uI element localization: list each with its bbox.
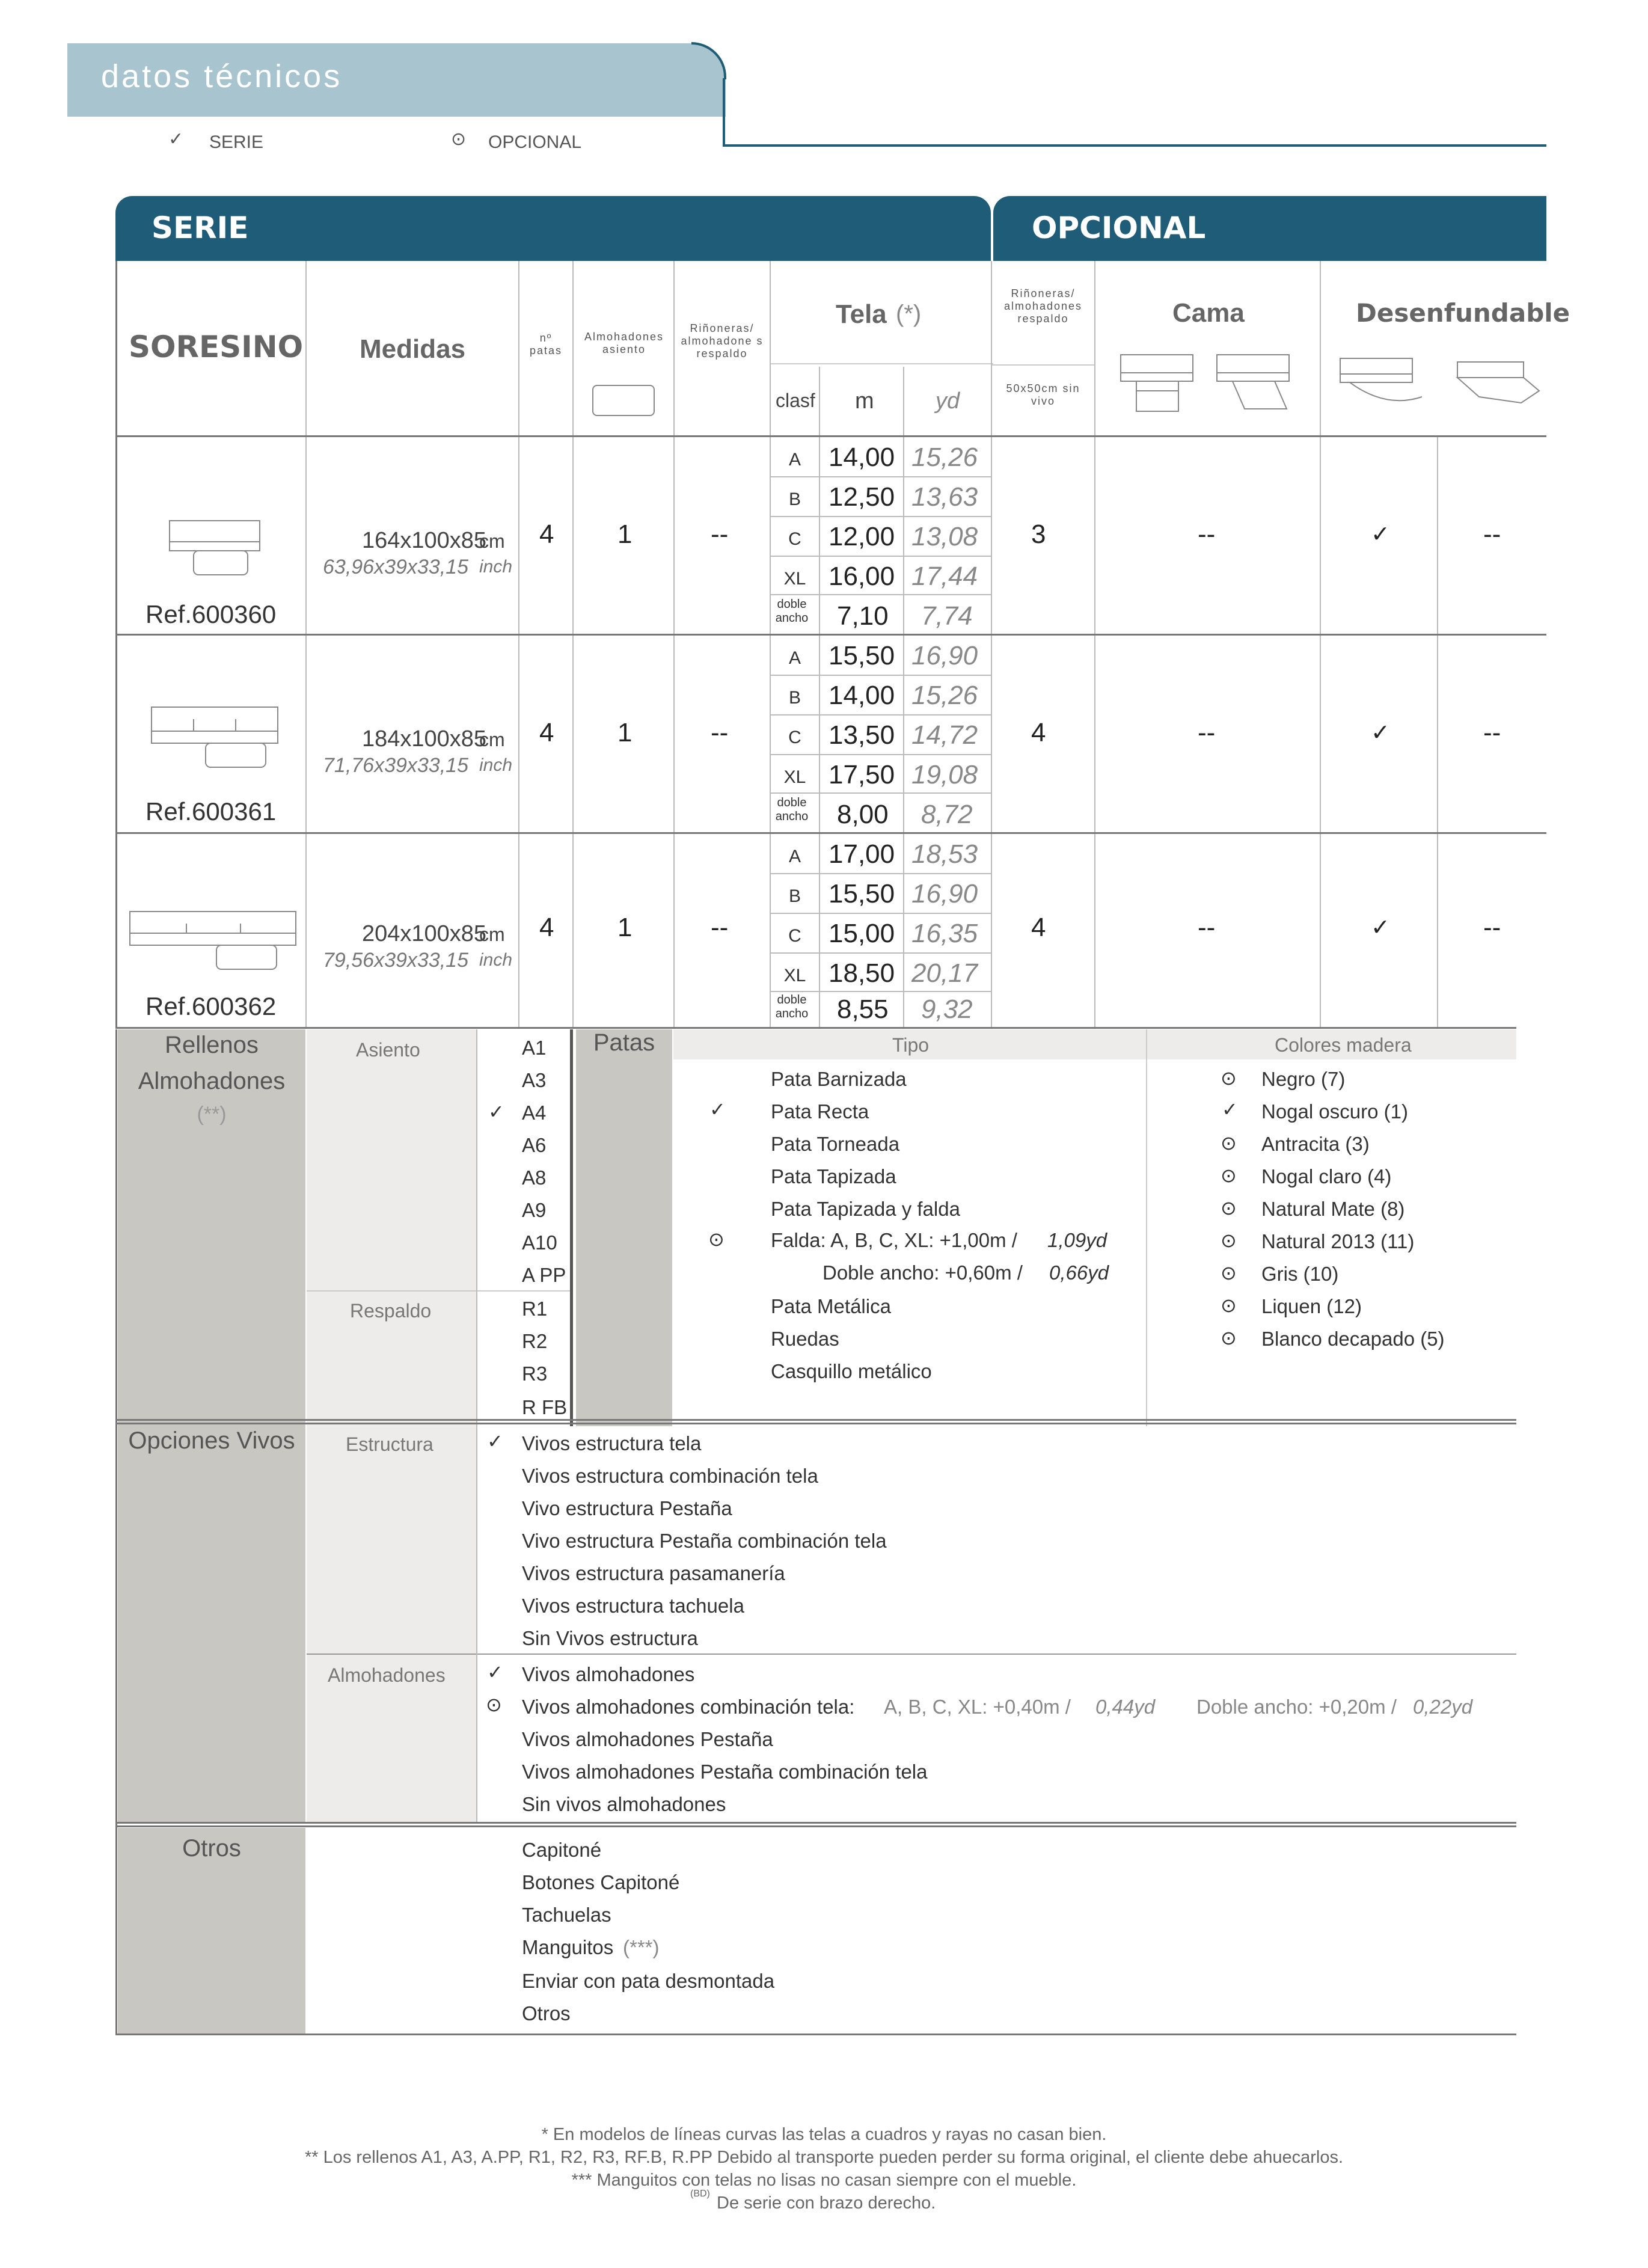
rellenos-label-2: Almohadones — [138, 1068, 286, 1094]
cover-remove-alt-icon — [1455, 355, 1545, 409]
section-rule-2 — [115, 1825, 1516, 1827]
cama-value: -- — [1198, 519, 1216, 549]
header-arc — [691, 42, 726, 79]
asiento-code: A9 — [522, 1199, 547, 1221]
cama-value: -- — [1198, 718, 1216, 747]
sofa-bed-open-icon — [1215, 349, 1299, 415]
tela-m: 12,50 — [829, 482, 895, 512]
check-icon: ✓ — [168, 129, 184, 149]
color-madera: Negro (7) — [1261, 1068, 1346, 1090]
rellenos-right-border — [570, 1029, 573, 1426]
respaldo-code: R1 — [522, 1298, 548, 1320]
vivo-estructura: Vivo estructura Pestaña — [522, 1497, 732, 1519]
color-madera: Nogal oscuro (1) — [1261, 1100, 1408, 1123]
tela-class: A — [788, 648, 801, 668]
pata-tipo: Pata Tapizada y falda — [771, 1198, 960, 1220]
tela-class: B — [788, 886, 801, 906]
tela-yd: 14,72 — [911, 720, 978, 750]
tela-class: A — [788, 847, 801, 866]
vivo-almohadones-extra: A, B, C, XL: +0,40m / — [884, 1696, 1071, 1718]
vivo-almohadones: Vivos almohadones — [522, 1663, 695, 1685]
respaldo-code: R FB — [522, 1396, 568, 1418]
check-icon: ✓ — [709, 1099, 726, 1120]
respaldo-code: R3 — [522, 1362, 548, 1385]
almohadones-label: Almohadones — [328, 1664, 446, 1686]
option-dot-icon: ⊙ — [1221, 1295, 1237, 1316]
tela-m: 7,10 — [837, 601, 889, 631]
option-dot-icon: ⊙ — [708, 1228, 724, 1250]
section-rule — [115, 1419, 1516, 1421]
cm-unit: cm — [479, 729, 505, 750]
tela-class: doble ancho — [775, 796, 809, 823]
rinoneras-value: -- — [711, 718, 729, 747]
tela-row-rule — [771, 594, 991, 595]
desenf-other: -- — [1483, 519, 1501, 549]
option-dot-icon: ⊙ — [1221, 1230, 1237, 1251]
color-madera: Antracita (3) — [1261, 1133, 1370, 1155]
vivo-almohadones: Sin vivos almohadones — [522, 1793, 726, 1815]
tela-m: 8,55 — [837, 995, 889, 1024]
option-dot-icon: ⊙ — [1221, 1327, 1237, 1349]
color-madera: Natural Mate (8) — [1261, 1198, 1405, 1220]
check-icon: ✓ — [487, 1430, 503, 1452]
vivo-almohadones-extra: 0,44yd — [1095, 1696, 1156, 1718]
vivos-divider — [307, 1653, 1516, 1655]
legend-serie: SERIE — [209, 132, 264, 152]
tela-m: 15,00 — [829, 919, 895, 948]
tela-class: B — [788, 489, 801, 509]
vivos-label-cell — [118, 1426, 305, 1823]
pata-tipo: Pata Recta — [771, 1100, 869, 1123]
footnote: *** Manguitos con telas no lisas no casan siempre con el mueble. — [571, 2171, 1077, 2190]
option-dot-icon: ⊙ — [1221, 1067, 1237, 1089]
sofa-bed-icon — [1118, 349, 1202, 415]
tela-row-rule — [771, 991, 991, 992]
otros-item: Tachuelas — [522, 1904, 611, 1926]
color-madera: Blanco decapado (5) — [1261, 1328, 1445, 1350]
patas-count: 4 — [539, 519, 554, 549]
cama-value: -- — [1198, 913, 1216, 942]
legend-opcional: OPCIONAL — [488, 132, 582, 152]
respaldo-label: Respaldo — [350, 1300, 432, 1322]
cushion-icon — [592, 385, 655, 416]
option-dot-icon: ⊙ — [1221, 1262, 1237, 1284]
vivo-estructura: Vivo estructura Pestaña combinación tela — [522, 1530, 887, 1552]
option-dot-icon: ⊙ — [1221, 1165, 1237, 1186]
opcional-bar-title: OPCIONAL — [1032, 210, 1206, 245]
tela-yd: 9,32 — [921, 995, 973, 1024]
medidas-header: Medidas — [360, 334, 466, 364]
vivo-estructura: Vivos estructura combinación tela — [522, 1465, 818, 1487]
tela-row-rule — [771, 754, 991, 755]
respaldo-code: R2 — [522, 1330, 548, 1352]
rinoneras-value: -- — [711, 519, 729, 549]
tela-yd: 16,90 — [911, 879, 978, 909]
pata-tipo: Pata Torneada — [771, 1133, 900, 1155]
tela-yd: 18,53 — [911, 839, 978, 869]
patas-label: Patas — [593, 1029, 655, 1056]
manguitos-note: (***) — [623, 1936, 660, 1958]
pata-tipo: Doble ancho: +0,60m / — [822, 1261, 1023, 1284]
color-madera: Gris (10) — [1261, 1263, 1339, 1285]
footnote: ** Los rellenos A1, A3, A.PP, R1, R2, R3, RF.B, R.PP Debido al transporte pueden perder su forma original, el cliente debe ahuecarlos. — [304, 2148, 1344, 2167]
tela-yd: 19,08 — [911, 760, 978, 789]
opc-divider — [992, 364, 1095, 366]
patas-count: 4 — [539, 718, 554, 747]
product-ref: Ref.600360 — [146, 600, 277, 628]
color-madera: Natural 2013 (11) — [1261, 1230, 1415, 1252]
dimensions-cm: 204x100x85 — [362, 921, 487, 946]
tela-m: 17,00 — [829, 839, 895, 869]
patas-col-divider — [1146, 1029, 1147, 1426]
dimensions-inch: 79,56x39x33,15 — [323, 949, 468, 972]
tela-yd: 16,90 — [911, 641, 978, 670]
rellenos-note: (**) — [197, 1103, 227, 1126]
otros-label: Otros — [182, 1835, 241, 1862]
tela-note: (*) — [896, 301, 922, 327]
tela-row-rule — [771, 913, 991, 914]
respaldo-divider — [307, 1290, 570, 1292]
vivos-label: Opciones Vivos — [128, 1427, 295, 1454]
pata-tipo-extra: 1,09yd — [1047, 1229, 1107, 1251]
tela-m: 12,00 — [829, 522, 895, 551]
opc-rinoneras-value: 4 — [1031, 913, 1046, 942]
pata-tipo: Pata Metálica — [771, 1295, 891, 1317]
tela-row-rule — [771, 516, 991, 517]
almohadones-header: Almohadones asiento — [584, 331, 664, 355]
tela-yd: 7,74 — [921, 601, 973, 631]
vivo-estructura: Vivos estructura tachuela — [522, 1595, 744, 1617]
vivo-almohadones: Vivos almohadones Pestaña — [522, 1728, 773, 1750]
vivo-almohadones: Vivos almohadones combinación tela: — [522, 1696, 855, 1718]
tela-class: B — [788, 688, 801, 708]
tela-class: C — [788, 926, 801, 946]
asiento-code: A PP — [522, 1264, 566, 1286]
cover-remove-icon — [1338, 355, 1428, 409]
tela-m: 14,00 — [829, 681, 895, 710]
check-icon: ✓ — [1371, 522, 1390, 547]
rellenos-divider — [476, 1029, 477, 1426]
option-dot-icon: ⊙ — [451, 129, 467, 149]
desenf-other: -- — [1483, 718, 1501, 747]
pata-tipo-extra: 0,66yd — [1049, 1261, 1109, 1284]
check-icon: ✓ — [1371, 915, 1390, 940]
otros-item: Botones Capitoné — [522, 1871, 680, 1893]
check-icon: ✓ — [487, 1661, 503, 1683]
model-name: SORESINO — [129, 329, 304, 364]
section-rule-2 — [115, 1423, 1516, 1424]
opc-rinoneras-value: 3 — [1031, 519, 1046, 549]
tela-m: 13,50 — [829, 720, 895, 750]
tela-m: 18,50 — [829, 958, 895, 988]
vivos-col-divider — [476, 1426, 477, 1823]
yd-header: yd — [936, 388, 960, 414]
otros-item: Otros — [522, 2002, 571, 2024]
estructura-label: Estructura — [346, 1433, 433, 1455]
header-rule — [723, 144, 1546, 147]
pata-tipo: Pata Barnizada — [771, 1068, 907, 1090]
almohadones-count: 1 — [617, 913, 633, 942]
patas-label-cell — [576, 1029, 672, 1426]
desenfundable-header: Desenfundable — [1356, 298, 1570, 328]
asiento-code: A3 — [522, 1069, 547, 1091]
desenf-other: -- — [1483, 913, 1501, 942]
clasf-header: clasf — [776, 390, 815, 411]
tela-yd: 20,17 — [911, 958, 978, 988]
pata-tipo: Falda: A, B, C, XL: +1,00m / — [771, 1229, 1017, 1251]
rellenos-label: Rellenos — [165, 1032, 259, 1058]
vivo-almohadones: Vivos almohadones Pestaña combinación tela — [522, 1761, 928, 1783]
asiento-code: A10 — [522, 1231, 557, 1254]
tela-m: 15,50 — [829, 879, 895, 909]
vivos-sub-cell — [307, 1426, 476, 1823]
dimensions-cm: 164x100x85 — [362, 528, 487, 553]
asiento-code: A8 — [522, 1166, 547, 1189]
asiento-code: A1 — [522, 1037, 547, 1059]
vivo-almohadones-extra: 0,22yd — [1413, 1696, 1473, 1718]
rellenos-sub-cell — [307, 1029, 476, 1426]
tela-header: Tela — [836, 299, 887, 329]
tela-row-rule — [771, 873, 991, 874]
tela-yd: 16,35 — [911, 919, 978, 948]
tela-class: C — [788, 529, 801, 549]
tela-yd: 13,63 — [911, 482, 978, 512]
tela-m: 14,00 — [829, 443, 895, 472]
vivo-almohadones-extra: Doble ancho: +0,20m / — [1196, 1696, 1397, 1718]
pata-tipo: Ruedas — [771, 1328, 839, 1350]
header-divider — [723, 78, 725, 147]
color-madera: Nogal claro (4) — [1261, 1165, 1392, 1188]
pata-tipo: Pata Tapizada — [771, 1165, 896, 1188]
inch-unit: inch — [479, 950, 513, 970]
tela-class: doble ancho — [775, 598, 809, 625]
rinoneras-header: Riñoneras/ almohadone s respaldo — [681, 322, 764, 360]
tela-m: 17,50 — [829, 760, 895, 789]
inch-unit: inch — [479, 557, 513, 577]
tela-divider — [771, 363, 993, 364]
opc-rinoneras-value: 4 — [1031, 718, 1046, 747]
almohadones-count: 1 — [617, 718, 633, 747]
option-dot-icon: ⊙ — [486, 1694, 502, 1715]
tela-row-rule — [771, 675, 991, 676]
tela-class: XL — [783, 767, 806, 787]
opc-rinoneras-header: Riñoneras/ almohadones respaldo — [1003, 287, 1083, 325]
tela-yd: 15,26 — [911, 681, 978, 710]
opc-rinoneras-size: 50x50cm sin vivo — [1006, 382, 1080, 407]
table-bottom-rule — [115, 2034, 1516, 2035]
almohadones-count: 1 — [617, 519, 633, 549]
cm-unit: cm — [479, 530, 505, 552]
option-dot-icon: ⊙ — [1221, 1132, 1237, 1154]
color-madera: Liquen (12) — [1261, 1295, 1362, 1317]
dimensions-cm: 184x100x85 — [362, 726, 487, 752]
tela-row-rule — [771, 476, 991, 477]
footnote: De serie con brazo derecho. — [717, 2193, 936, 2213]
tela-row-rule — [771, 792, 991, 794]
option-dot-icon: ⊙ — [1221, 1197, 1237, 1219]
asiento-label: Asiento — [356, 1039, 420, 1061]
product-ref: Ref.600362 — [146, 992, 277, 1020]
rinoneras-value: -- — [711, 913, 729, 942]
inch-unit: inch — [479, 755, 513, 775]
cm-unit: cm — [479, 924, 505, 945]
patas-count: 4 — [539, 913, 554, 942]
otros-item: Manguitos — [522, 1936, 614, 1958]
tela-row-rule — [771, 952, 991, 954]
product-ref: Ref.600361 — [146, 797, 277, 826]
vivo-estructura: Sin Vivos estructura — [522, 1627, 698, 1649]
lower-left-border — [115, 1029, 117, 2035]
tela-class: XL — [783, 966, 806, 985]
colores-header: Colores madera — [1275, 1034, 1412, 1056]
tela-m: 16,00 — [829, 562, 895, 591]
footnote: * En modelos de líneas curvas las telas a cuadros y rayas no casan bien. — [541, 2125, 1107, 2144]
tela-yd: 13,08 — [911, 522, 978, 551]
patas-header: nº patas — [529, 332, 563, 357]
section-rule — [115, 1822, 1516, 1824]
asiento-code: A4 — [522, 1102, 547, 1124]
tela-m: 15,50 — [829, 641, 895, 670]
footnote-sup: (BD) — [690, 2189, 710, 2199]
otros-item: Capitoné — [522, 1839, 602, 1861]
tela-class: A — [788, 450, 801, 470]
otros-item: Enviar con pata desmontada — [522, 1970, 775, 1992]
tela-yd: 8,72 — [921, 800, 973, 829]
check-icon: ✓ — [1222, 1099, 1238, 1120]
vivo-estructura: Vivos estructura tela — [522, 1432, 702, 1454]
tipo-header: Tipo — [892, 1034, 930, 1056]
tela-yd: 17,44 — [911, 562, 978, 591]
cama-header: Cama — [1172, 298, 1245, 328]
sofa-icon — [158, 515, 266, 581]
tela-class: C — [788, 728, 801, 747]
tela-yd: 15,26 — [911, 443, 978, 472]
vivo-estructura: Vivos estructura pasamanería — [522, 1562, 785, 1584]
tela-row-rule — [771, 556, 991, 557]
check-icon: ✓ — [1371, 720, 1390, 746]
row-rule — [115, 1027, 1516, 1029]
tela-class: doble ancho — [775, 993, 809, 1020]
dimensions-inch: 63,96x39x33,15 — [323, 556, 468, 578]
sofa-icon — [126, 906, 301, 978]
m-header: m — [855, 388, 874, 414]
asiento-code: A6 — [522, 1134, 547, 1156]
tela-class: XL — [783, 569, 806, 589]
page-title: datos técnicos — [101, 58, 343, 94]
check-icon: ✓ — [488, 1101, 504, 1123]
pata-tipo: Casquillo metálico — [771, 1360, 932, 1382]
tela-row-rule — [771, 714, 991, 716]
tela-m: 8,00 — [837, 800, 889, 829]
dimensions-inch: 71,76x39x33,15 — [323, 754, 468, 777]
sofa-icon — [146, 701, 284, 779]
serie-bar-title: SERIE — [152, 210, 249, 245]
